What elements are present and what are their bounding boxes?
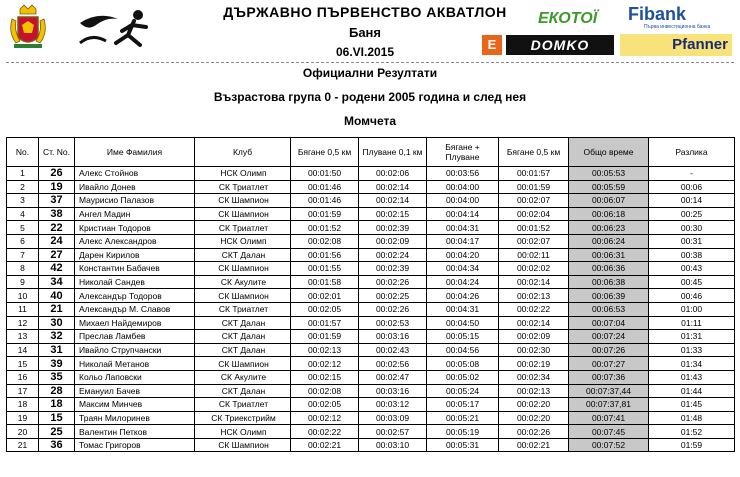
cell-col-bib: 36 — [39, 438, 75, 452]
cell-col-club: НСК Олимп — [195, 425, 291, 439]
cell-col-run2: 00:02:02 — [499, 262, 569, 276]
category-label: Момчета — [343, 114, 397, 128]
domko-logo: DOMKO — [506, 35, 614, 55]
cell-col-bib: 37 — [39, 194, 75, 208]
cell-col-club: СКТ Далан — [195, 316, 291, 330]
cell-col-swim: 00:02:14 — [359, 194, 427, 208]
cell-col-diff: 01:43 — [649, 370, 735, 384]
cell-col-club: СК Акулите — [195, 275, 291, 289]
table-body — [7, 167, 735, 452]
cell-col-name: Траян Милоринев — [75, 411, 195, 425]
cell-col-run-swim: 00:04:24 — [427, 275, 499, 289]
cell-col-run-swim: 00:05:17 — [427, 398, 499, 412]
cell-col-run1: 00:01:59 — [291, 207, 359, 221]
cell-col-run2: 00:02:20 — [499, 411, 569, 425]
cell-col-bib: 39 — [39, 357, 75, 371]
table-header-row — [7, 138, 735, 167]
cell-col-run2: 00:02:07 — [499, 194, 569, 208]
coat-of-arms-icon — [11, 5, 46, 48]
cell-col-diff: 00:46 — [649, 289, 735, 303]
cell-col-run2: 00:01:57 — [499, 167, 569, 181]
cell-col-run1: 00:02:05 — [291, 302, 359, 316]
cell-col-diff: 01:11 — [649, 316, 735, 330]
table-row — [7, 398, 735, 412]
header-col-swim: Плуване 0,1 км — [359, 138, 427, 167]
cell-col-run2: 00:02:21 — [499, 438, 569, 452]
cell-col-run-swim: 00:05:02 — [427, 370, 499, 384]
table-row — [7, 289, 735, 303]
cell-col-bib: 34 — [39, 275, 75, 289]
cell-col-name: Дарен Кирилов — [75, 248, 195, 262]
cell-col-diff: 01:52 — [649, 425, 735, 439]
cell-col-total: 00:07:52 — [569, 438, 649, 452]
cell-col-no: 13 — [7, 330, 39, 344]
cell-col-club: СК Шампион — [195, 438, 291, 452]
cell-col-no: 8 — [7, 262, 39, 276]
cell-col-swim: 00:02:26 — [359, 302, 427, 316]
cell-col-diff: 00:45 — [649, 275, 735, 289]
header-col-bib: Ст. No. — [39, 138, 75, 167]
cell-col-swim: 00:03:12 — [359, 398, 427, 412]
header-col-run-swim: Бягане + Плуване — [427, 138, 499, 167]
cell-col-swim: 00:02:14 — [359, 180, 427, 194]
fibank-logo: Fibank — [628, 4, 687, 24]
event-place: Баня — [348, 25, 381, 40]
cell-col-run-swim: 00:05:15 — [427, 330, 499, 344]
cell-col-name: Ивайло Струпчански — [75, 343, 195, 357]
header-col-total: Общо време — [569, 138, 649, 167]
cell-col-swim: 00:02:39 — [359, 262, 427, 276]
cell-col-diff: - — [649, 167, 735, 181]
cell-col-club: СКТ Далан — [195, 248, 291, 262]
logos-left — [8, 3, 178, 53]
cell-col-swim: 00:03:09 — [359, 411, 427, 425]
cell-col-total: 00:06:31 — [569, 248, 649, 262]
cell-col-run2: 00:02:14 — [499, 275, 569, 289]
cell-col-diff: 01:31 — [649, 330, 735, 344]
cell-col-club: СКТ Далан — [195, 330, 291, 344]
cell-col-bib: 22 — [39, 221, 75, 235]
fibank-tagline: Първа инвестиционна банка — [644, 24, 711, 30]
cell-col-club: СКТ Далан — [195, 343, 291, 357]
cell-col-club: СК Триатлет — [195, 398, 291, 412]
cell-col-run2: 00:02:22 — [499, 302, 569, 316]
cell-col-club: НСК Олимп — [195, 167, 291, 181]
cell-col-diff: 00:38 — [649, 248, 735, 262]
cell-col-swim: 00:02:57 — [359, 425, 427, 439]
cell-col-run-swim: 00:04:20 — [427, 248, 499, 262]
table-row — [7, 343, 735, 357]
cell-col-run-swim: 00:05:24 — [427, 384, 499, 398]
cell-col-no: 7 — [7, 248, 39, 262]
cell-col-diff: 00:25 — [649, 207, 735, 221]
cell-col-bib: 15 — [39, 411, 75, 425]
cell-col-run1: 00:02:22 — [291, 425, 359, 439]
aquathlon-logo-icon — [80, 10, 146, 45]
header-col-no: No. — [7, 138, 39, 167]
cell-col-run-swim: 00:04:31 — [427, 221, 499, 235]
cell-col-no: 19 — [7, 411, 39, 425]
cell-col-run2: 00:02:14 — [499, 316, 569, 330]
event-date: 06.VI.2015 — [335, 45, 395, 59]
cell-col-swim: 00:02:15 — [359, 207, 427, 221]
cell-col-name: Ивайло Донев — [75, 180, 195, 194]
cell-col-no: 20 — [7, 425, 39, 439]
cell-col-run1: 00:01:56 — [291, 248, 359, 262]
table-row — [7, 357, 735, 371]
table-row — [7, 248, 735, 262]
cell-col-total: 00:07:45 — [569, 425, 649, 439]
cell-col-run-swim: 00:05:31 — [427, 438, 499, 452]
cell-col-no: 1 — [7, 167, 39, 181]
cell-col-bib: 28 — [39, 384, 75, 398]
cell-col-name: Николай Сандев — [75, 275, 195, 289]
cell-col-no: 6 — [7, 234, 39, 248]
cell-col-diff: 01:45 — [649, 398, 735, 412]
cell-col-run2: 00:02:09 — [499, 330, 569, 344]
cell-col-total: 00:06:39 — [569, 289, 649, 303]
separator-line — [6, 62, 734, 63]
cell-col-bib: 19 — [39, 180, 75, 194]
cell-col-run2: 00:02:07 — [499, 234, 569, 248]
cell-col-run-swim: 00:04:31 — [427, 302, 499, 316]
cell-col-name: Кольо Лаповски — [75, 370, 195, 384]
cell-col-diff: 00:31 — [649, 234, 735, 248]
cell-col-name: Алекс Стойнов — [75, 167, 195, 181]
cell-col-swim: 00:02:26 — [359, 275, 427, 289]
cell-col-club: СК Триатлет — [195, 302, 291, 316]
results-table — [6, 137, 735, 452]
cell-col-swim: 00:03:10 — [359, 438, 427, 452]
cell-col-name: Максим Минчев — [75, 398, 195, 412]
cell-col-name: Томас Григоров — [75, 438, 195, 452]
event-title: ДЪРЖАВНО ПЪРВЕНСТВО АКВАТЛОН — [223, 4, 507, 20]
cell-col-run-swim: 00:04:56 — [427, 343, 499, 357]
eko-logo: ЕКОТОЇ — [538, 10, 598, 27]
cell-col-club: СК Шампион — [195, 207, 291, 221]
cell-col-diff: 01:00 — [649, 302, 735, 316]
cell-col-total: 00:07:37,81 — [569, 398, 649, 412]
cell-col-run-swim: 00:04:50 — [427, 316, 499, 330]
cell-col-name: Маурисио Палазов — [75, 194, 195, 208]
cell-col-bib: 21 — [39, 302, 75, 316]
cell-col-club: СК Триатлет — [195, 221, 291, 235]
header-col-name: Име Фамилия — [75, 138, 195, 167]
cell-col-run-swim: 00:04:17 — [427, 234, 499, 248]
cell-col-bib: 27 — [39, 248, 75, 262]
cell-col-swim: 00:03:16 — [359, 330, 427, 344]
cell-col-total: 00:07:27 — [569, 357, 649, 371]
cell-col-run1: 00:02:01 — [291, 289, 359, 303]
cell-col-run-swim: 00:04:00 — [427, 194, 499, 208]
cell-col-run1: 00:01:46 — [291, 194, 359, 208]
cell-col-bib: 30 — [39, 316, 75, 330]
cell-col-swim: 00:02:53 — [359, 316, 427, 330]
cell-col-run2: 00:02:34 — [499, 370, 569, 384]
cell-col-bib: 38 — [39, 207, 75, 221]
cell-col-name: Михаел Найдемиров — [75, 316, 195, 330]
cell-col-run2: 00:02:13 — [499, 289, 569, 303]
cell-col-total: 00:06:24 — [569, 234, 649, 248]
table-row — [7, 262, 735, 276]
header-col-run2: Бягане 0,5 км — [499, 138, 569, 167]
cell-col-run1: 00:02:12 — [291, 411, 359, 425]
cell-col-name: Преслав Ламбев — [75, 330, 195, 344]
cell-col-run1: 00:02:13 — [291, 343, 359, 357]
cell-col-bib: 24 — [39, 234, 75, 248]
cell-col-run-swim: 00:05:19 — [427, 425, 499, 439]
table-row — [7, 275, 735, 289]
cell-col-swim: 00:02:47 — [359, 370, 427, 384]
table-row — [7, 370, 735, 384]
cell-col-total: 00:06:36 — [569, 262, 649, 276]
table-row — [7, 425, 735, 439]
cell-col-run1: 00:01:59 — [291, 330, 359, 344]
cell-col-diff: 00:14 — [649, 194, 735, 208]
cell-col-diff: 01:44 — [649, 384, 735, 398]
cell-col-swim: 00:02:09 — [359, 234, 427, 248]
cell-col-swim: 00:02:25 — [359, 289, 427, 303]
cell-col-total: 00:07:04 — [569, 316, 649, 330]
cell-col-diff: 00:43 — [649, 262, 735, 276]
sponsor-logos — [478, 2, 736, 60]
cell-col-name: Валентин Петков — [75, 425, 195, 439]
cell-col-total: 00:07:41 — [569, 411, 649, 425]
cell-col-run1: 00:01:50 — [291, 167, 359, 181]
cell-col-run2: 00:02:13 — [499, 384, 569, 398]
cell-col-total: 00:06:53 — [569, 302, 649, 316]
cell-col-bib: 25 — [39, 425, 75, 439]
cell-col-bib: 42 — [39, 262, 75, 276]
cell-col-club: СК Шампион — [195, 194, 291, 208]
cell-col-no: 5 — [7, 221, 39, 235]
cell-col-run1: 00:02:15 — [291, 370, 359, 384]
cell-col-swim: 00:02:43 — [359, 343, 427, 357]
cell-col-club: СК Триатлет — [195, 180, 291, 194]
cell-col-run2: 00:02:30 — [499, 343, 569, 357]
ez-logo: Е — [482, 35, 502, 55]
cell-col-run2: 00:01:59 — [499, 180, 569, 194]
cell-col-run-swim: 00:05:08 — [427, 357, 499, 371]
cell-col-no: 11 — [7, 302, 39, 316]
cell-col-name: Алекс Александров — [75, 234, 195, 248]
cell-col-name: Александър М. Славов — [75, 302, 195, 316]
cell-col-no: 17 — [7, 384, 39, 398]
cell-col-run2: 00:02:20 — [499, 398, 569, 412]
table-row — [7, 316, 735, 330]
cell-col-run2: 00:02:19 — [499, 357, 569, 371]
cell-col-name: Емануил Бачев — [75, 384, 195, 398]
cell-col-name: Кристиан Тодоров — [75, 221, 195, 235]
cell-col-club: СК Шампион — [195, 289, 291, 303]
cell-col-total: 00:07:26 — [569, 343, 649, 357]
cell-col-diff: 00:30 — [649, 221, 735, 235]
cell-col-club: СК Шампион — [195, 357, 291, 371]
cell-col-run2: 00:02:04 — [499, 207, 569, 221]
cell-col-no: 9 — [7, 275, 39, 289]
cell-col-run-swim: 00:04:14 — [427, 207, 499, 221]
cell-col-run1: 00:02:05 — [291, 398, 359, 412]
cell-col-run-swim: 00:04:00 — [427, 180, 499, 194]
age-group-label: Възрастова група 0 - родени 2005 година и след нея — [213, 90, 527, 104]
cell-col-name: Константин Бабачев — [75, 262, 195, 276]
cell-col-no: 21 — [7, 438, 39, 452]
cell-col-no: 4 — [7, 207, 39, 221]
table-row — [7, 411, 735, 425]
cell-col-club: СКТ Далан — [195, 384, 291, 398]
cell-col-run1: 00:01:55 — [291, 262, 359, 276]
cell-col-run1: 00:01:52 — [291, 221, 359, 235]
table-row — [7, 384, 735, 398]
table-row — [7, 180, 735, 194]
cell-col-run-swim: 00:05:21 — [427, 411, 499, 425]
cell-col-swim: 00:02:56 — [359, 357, 427, 371]
cell-col-bib: 35 — [39, 370, 75, 384]
cell-col-run1: 00:02:12 — [291, 357, 359, 371]
cell-col-bib: 26 — [39, 167, 75, 181]
cell-col-total: 00:07:36 — [569, 370, 649, 384]
header-col-club: Клуб — [195, 138, 291, 167]
cell-col-bib: 31 — [39, 343, 75, 357]
cell-col-name: Николай Метанов — [75, 357, 195, 371]
cell-col-total: 00:06:23 — [569, 221, 649, 235]
cell-col-run1: 00:01:46 — [291, 180, 359, 194]
cell-col-swim: 00:02:39 — [359, 221, 427, 235]
cell-col-no: 12 — [7, 316, 39, 330]
cell-col-no: 2 — [7, 180, 39, 194]
cell-col-diff: 01:59 — [649, 438, 735, 452]
cell-col-swim: 00:02:24 — [359, 248, 427, 262]
cell-col-run1: 00:02:08 — [291, 384, 359, 398]
cell-col-club: НСК Олимп — [195, 234, 291, 248]
table-row — [7, 234, 735, 248]
cell-col-name: Ангел Мадин — [75, 207, 195, 221]
cell-col-bib: 18 — [39, 398, 75, 412]
cell-col-no: 14 — [7, 343, 39, 357]
table-row — [7, 167, 735, 181]
cell-col-club: СК Акулите — [195, 370, 291, 384]
cell-col-swim: 00:02:06 — [359, 167, 427, 181]
cell-col-run1: 00:01:57 — [291, 316, 359, 330]
cell-col-run-swim: 00:04:34 — [427, 262, 499, 276]
table-row — [7, 330, 735, 344]
cell-col-no: 18 — [7, 398, 39, 412]
cell-col-no: 15 — [7, 357, 39, 371]
cell-col-diff: 01:48 — [649, 411, 735, 425]
table-row — [7, 221, 735, 235]
cell-col-no: 16 — [7, 370, 39, 384]
cell-col-diff: 01:34 — [649, 357, 735, 371]
table-row — [7, 302, 735, 316]
cell-col-total: 00:07:37,44 — [569, 384, 649, 398]
cell-col-club: СК Шампион — [195, 262, 291, 276]
table-row — [7, 207, 735, 221]
cell-col-total: 00:05:59 — [569, 180, 649, 194]
table-row — [7, 194, 735, 208]
cell-col-total: 00:06:38 — [569, 275, 649, 289]
cell-col-total: 00:06:07 — [569, 194, 649, 208]
cell-col-club: СК Триекстрийм — [195, 411, 291, 425]
table-row — [7, 438, 735, 452]
header-col-diff: Разлика — [649, 138, 735, 167]
cell-col-bib: 40 — [39, 289, 75, 303]
cell-col-run-swim: 00:03:56 — [427, 167, 499, 181]
cell-col-no: 3 — [7, 194, 39, 208]
cell-col-run1: 00:02:08 — [291, 234, 359, 248]
cell-col-run1: 00:02:21 — [291, 438, 359, 452]
cell-col-total: 00:05:53 — [569, 167, 649, 181]
cell-col-name: Александър Тодоров — [75, 289, 195, 303]
cell-col-run2: 00:01:52 — [499, 221, 569, 235]
pfanner-logo: Pfanner — [620, 34, 732, 56]
cell-col-bib: 32 — [39, 330, 75, 344]
cell-col-diff: 00:06 — [649, 180, 735, 194]
cell-col-total: 00:06:18 — [569, 207, 649, 221]
cell-col-run2: 00:02:26 — [499, 425, 569, 439]
cell-col-no: 10 — [7, 289, 39, 303]
cell-col-run-swim: 00:04:26 — [427, 289, 499, 303]
cell-col-diff: 01:33 — [649, 343, 735, 357]
cell-col-total: 00:07:24 — [569, 330, 649, 344]
cell-col-run1: 00:01:58 — [291, 275, 359, 289]
header-col-run1: Бягане 0,5 км — [291, 138, 359, 167]
cell-col-swim: 00:03:16 — [359, 384, 427, 398]
cell-col-run2: 00:02:11 — [499, 248, 569, 262]
results-subtitle: Официални Резултати — [302, 66, 438, 80]
